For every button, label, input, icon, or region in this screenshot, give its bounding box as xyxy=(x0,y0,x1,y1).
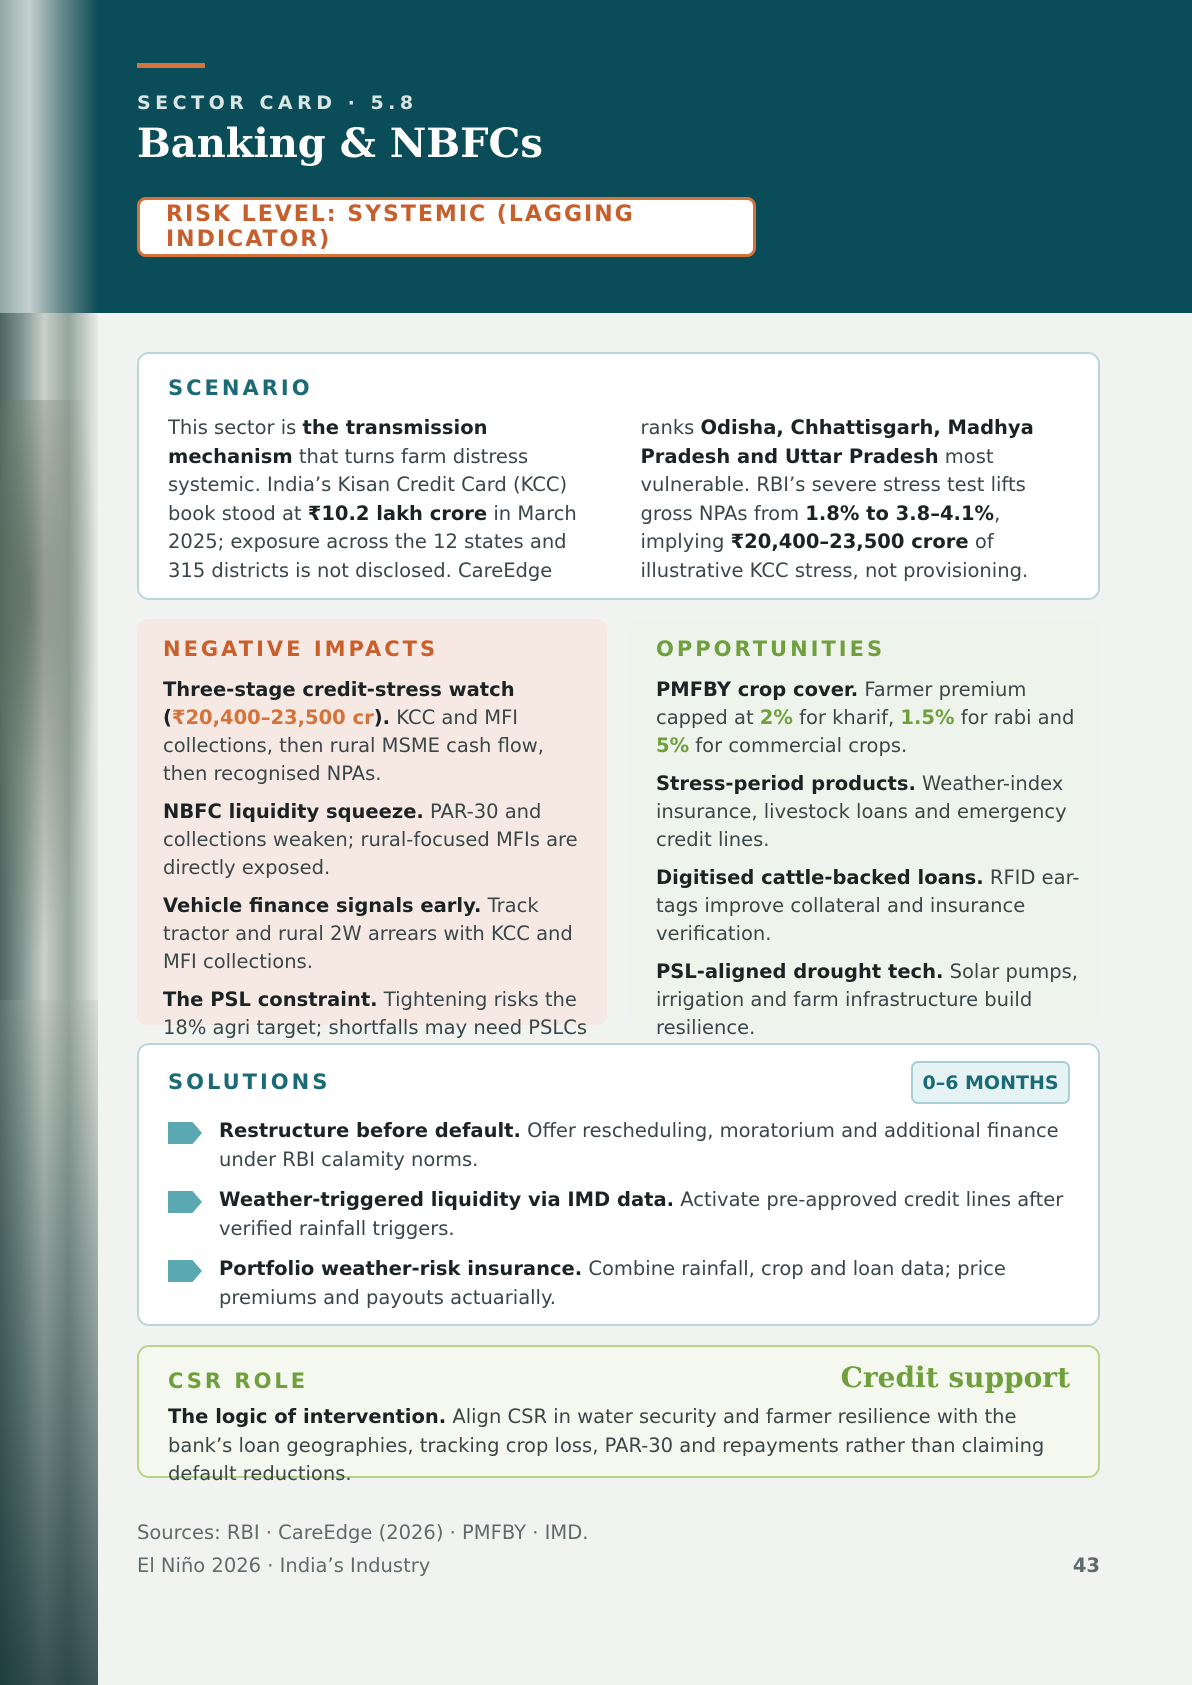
item-body: RFID ear-tags improve collateral and insurance verification. xyxy=(656,866,1080,945)
page-number: 43 xyxy=(1072,1554,1100,1577)
item-head: Restructure before default. xyxy=(219,1119,521,1142)
item-body: Activate pre-approved credit lines after verified rainfall triggers. xyxy=(219,1188,1064,1240)
risk-level-badge: RISK LEVEL: SYSTEMIC (LAGGING INDICATOR) xyxy=(137,197,756,257)
list-item xyxy=(656,864,1084,948)
item-value: 1.5% xyxy=(900,706,955,729)
negative-impacts-card xyxy=(137,619,607,1039)
side-photo-tree xyxy=(0,400,98,960)
item-head: Vehicle finance signals early. xyxy=(163,894,482,917)
list-item xyxy=(168,1116,1072,1174)
list-item xyxy=(656,958,1084,1042)
solutions-label: SOLUTIONS xyxy=(168,1070,331,1094)
item-body: Combine rainfall, crop and loan data; price premiums and payouts actuarially. xyxy=(219,1257,1006,1309)
item-body: Farmer premium capped at xyxy=(656,678,1027,729)
item-value: 5% xyxy=(656,734,690,757)
text: , implying xyxy=(640,501,1001,553)
item-body: PAR-30 and collections weaken; rural-focused MFIs are directly exposed. xyxy=(163,800,578,879)
item-head: Digitised cattle-backed loans. xyxy=(656,866,984,889)
text: of illustrative KCC stress, not provisioning. xyxy=(640,530,1029,582)
list-item xyxy=(168,1254,1072,1312)
item-body: Tightening risks the 18% agri target; shortfalls may need PSLCs xyxy=(163,988,588,1039)
publication-footer: El Niño 2026 · India’s Industry xyxy=(137,1554,431,1577)
text: that turns farm distress systemic. India’s Kisan Credit Card (KCC) book stood at xyxy=(168,444,568,525)
emphasis: the transmission mechanism xyxy=(168,416,488,468)
item-head: ). xyxy=(373,706,391,729)
solutions-card xyxy=(137,1043,1100,1326)
item-body: Align CSR in water security and farmer resilience with the bank’s loan geographies, tracking crop loss, PAR-30 and repayments rather than claiming default reductions. xyxy=(168,1405,1045,1485)
item-head: Stress-period products. xyxy=(656,772,916,795)
arrow-right-icon xyxy=(168,1191,202,1213)
csr-role-label: CSR ROLE xyxy=(168,1369,309,1393)
item-head: NBFC liquidity squeeze. xyxy=(163,800,424,823)
item-head: PSL-aligned drought tech. xyxy=(656,960,944,983)
text: This sector is xyxy=(168,416,303,439)
scenario-label: SCENARIO xyxy=(168,376,313,400)
negative-impacts-list xyxy=(163,676,591,1080)
item-head: The logic of intervention. xyxy=(168,1405,447,1428)
item-head: Three-stage credit-stress watch ( xyxy=(163,678,515,729)
side-photo-shore xyxy=(0,1000,98,1685)
item-body: for commercial crops. xyxy=(689,734,908,757)
text: most vulnerable. RBI’s severe stress test lifts gross NPAs from xyxy=(640,444,1026,525)
negative-impacts-label: NEGATIVE IMPACTS xyxy=(163,637,439,661)
csr-tag: Credit support xyxy=(840,1361,1070,1394)
item-body: Weather-index insurance, livestock loans and emergency credit lines. xyxy=(656,772,1067,851)
list-item xyxy=(163,798,591,882)
item-body: for rabi and xyxy=(954,706,1075,729)
csr-text xyxy=(168,1403,1058,1489)
solutions-list xyxy=(168,1116,1072,1323)
arrow-right-icon xyxy=(168,1260,202,1282)
item-head: Portfolio weather-risk insurance. xyxy=(219,1257,583,1280)
item-head: The PSL constraint. xyxy=(163,988,378,1011)
list-item xyxy=(163,676,591,788)
emphasis: 1.8% to 3.8–4.1% xyxy=(805,501,995,525)
emphasis: Odisha, Chhattisgarh, Madhya Pradesh and Uttar Pradesh xyxy=(640,416,1034,468)
csr-role-card xyxy=(137,1345,1100,1485)
list-item xyxy=(163,892,591,976)
item-body: KCC and MFI collections, then rural MSME cash flow, then recognised NPAs. xyxy=(163,706,544,785)
opportunities-label: OPPORTUNITIES xyxy=(656,637,886,661)
emphasis: ₹10.2 lakh crore xyxy=(307,501,488,525)
page-title: Banking & NBFCs xyxy=(137,120,543,167)
list-item xyxy=(656,676,1084,760)
item-body: Solar pumps, irrigation and farm infrastructure build resilience. xyxy=(656,960,1078,1039)
item-body: Track tractor and rural 2W arrears with KCC and MFI collections. xyxy=(163,894,573,973)
item-value: 2% xyxy=(759,706,793,729)
item-body: Offer rescheduling, moratorium and additional finance under RBI calamity norms. xyxy=(219,1119,1059,1171)
item-body: for kharif, xyxy=(792,706,901,729)
opportunities-list xyxy=(656,676,1084,1052)
item-head: Weather-triggered liquidity via IMD data. xyxy=(219,1188,675,1211)
list-item xyxy=(168,1185,1072,1243)
list-item xyxy=(656,770,1084,854)
opportunities-card xyxy=(630,619,1100,1039)
scenario-card xyxy=(137,352,1100,600)
side-photo-top xyxy=(0,0,98,313)
sources-note: Sources: RBI · CareEdge (2026) · PMFBY · IMD. xyxy=(137,1521,589,1544)
sector-kicker: SECTOR CARD · 5.8 xyxy=(137,92,418,114)
arrow-right-icon xyxy=(168,1122,202,1144)
scenario-text xyxy=(168,414,1073,585)
item-head: PMFBY crop cover. xyxy=(656,678,859,701)
item-highlight: ₹20,400–23,500 cr xyxy=(171,706,374,729)
timeframe-badge: 0–6 MONTHS xyxy=(911,1061,1070,1104)
emphasis: ₹20,400–23,500 crore xyxy=(730,530,969,553)
text: in March 2025; exposure across the 12 states and 315 districts is not disclosed. CareEdge ranks xyxy=(168,416,701,582)
accent-rule xyxy=(137,63,205,68)
